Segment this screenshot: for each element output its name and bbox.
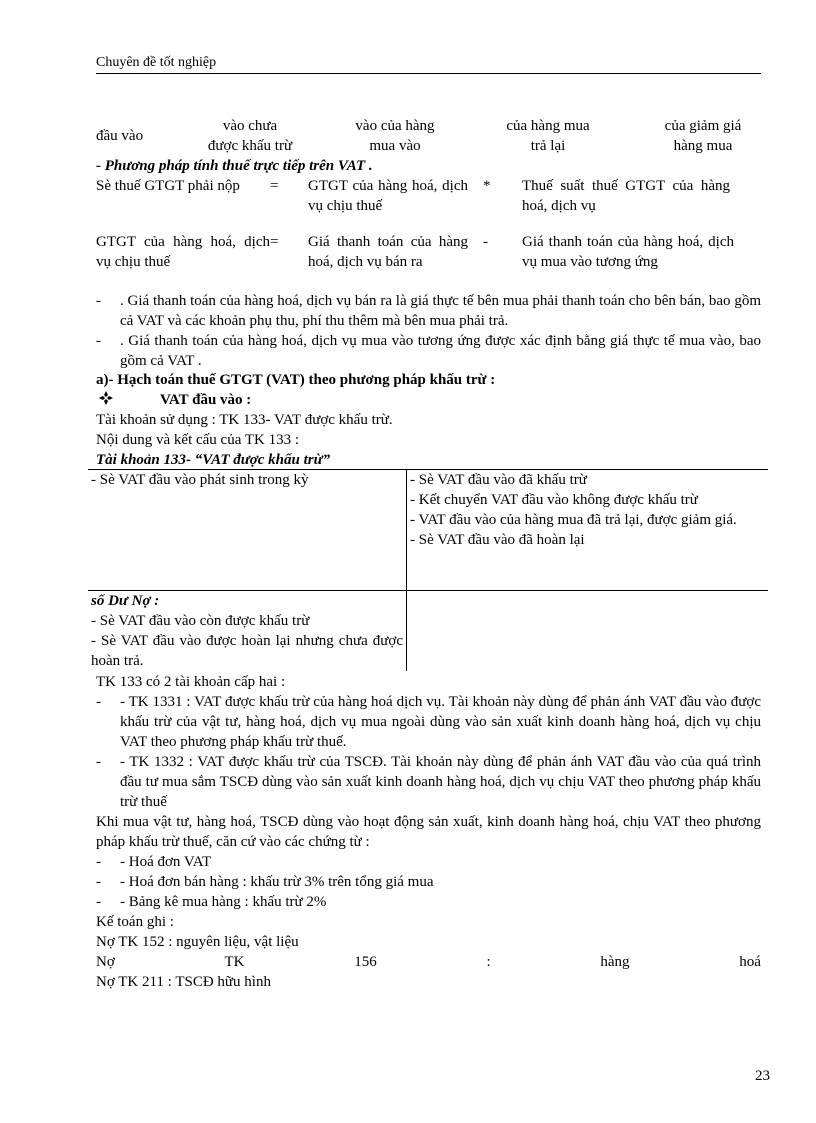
entry-156-word: 156 bbox=[354, 954, 377, 970]
top-row-col3 bbox=[340, 116, 450, 156]
formula2-left: GTGT của hàng hoá, dịch vụ chịu thuế bbox=[96, 234, 270, 270]
list-item: - - Hoá đơn VAT bbox=[96, 852, 761, 872]
document-item: - Bảng kê mua hàng : khấu trừ 2% bbox=[120, 894, 327, 910]
account-133-table bbox=[88, 469, 768, 671]
entry-156-word: Nợ bbox=[96, 954, 115, 970]
balance-heading: số Dư Nợ : bbox=[91, 593, 160, 609]
credit-item: - Kết chuyển VAT đầu vào không được khấu trừ bbox=[410, 492, 698, 508]
document-item: - Hoá đơn bán hàng : khấu trừ 3% trên tổng giá mua bbox=[120, 874, 434, 890]
entry-152: Nợ TK 152 : nguyên liệu, vật liệu bbox=[96, 934, 299, 950]
list-item: - . Giá thanh toán của hàng hoá, dịch vụ bán ra là giá thực tế bên mua phải thanh toán cho bên bán, bao gồm cả VAT và các khoản phụ thu, phí thu thêm mà bên mua phải trả. bbox=[96, 293, 761, 329]
top-row-col4 bbox=[493, 116, 603, 156]
balance-item: - Sè VAT đầu vào được hoàn lại nhưng chưa được hoàn trả. bbox=[91, 633, 403, 669]
top-row-col5-line2: hàng mua bbox=[673, 138, 733, 154]
formula1-mid: GTGT của hàng hoá, dịch vụ chịu thuế bbox=[308, 178, 468, 214]
list-item: - - TK 1331 : VAT được khấu trừ của hàng hoá dịch vụ. Tài khoản này dùng để phản ánh VAT đầu vào được khấu trừ của vật tư, hàng hoá, dịch vụ mua ngoài dùng vào sản xuất kinh doanh hàng hoá, dịch vụ chịu VAT theo phương pháp khấu trừ thuế. bbox=[96, 694, 761, 750]
top-row-col2-line1: vào chưa bbox=[222, 118, 278, 134]
debit-item: - Sè VAT đầu vào phát sinh trong kỳ bbox=[91, 472, 309, 488]
credit-item: - VAT đầu vào của hàng mua đã trả lại, được giảm giá. bbox=[410, 512, 737, 528]
entry-156-word: TK bbox=[224, 954, 245, 970]
direct-method-heading: - Phương pháp tính thuế trực tiếp trên VAT . bbox=[96, 158, 373, 174]
vat-input-heading: VAT đầu vào : bbox=[160, 392, 252, 408]
note-text: . Giá thanh toán của hàng hoá, dịch vụ mua vào tương ứng được xác định bằng giá thực tế mua vào, bao gồm cả VAT . bbox=[120, 333, 761, 369]
notes-list bbox=[96, 291, 761, 371]
credit-side-cell bbox=[407, 470, 769, 591]
formula2-right: Giá thanh toán của hàng hoá, dịch vụ mua vào tương ứng bbox=[522, 234, 734, 270]
entry-156-word: hàng bbox=[600, 954, 630, 970]
formula1-right: Thuế suất thuế GTGT của hàng hoá, dịch vụ bbox=[522, 178, 730, 214]
section-a-heading: a)- Hạch toán thuế GTGT (VAT) theo phương pháp khấu trừ : bbox=[96, 372, 496, 388]
debit-side-cell bbox=[88, 470, 407, 591]
credit-item: - Sè VAT đầu vào đã khấu trừ bbox=[410, 472, 587, 488]
list-item: - - Bảng kê mua hàng : khấu trừ 2% bbox=[96, 892, 761, 912]
top-row-col5-line1: của giảm giá bbox=[664, 118, 742, 134]
page-number: 23 bbox=[755, 1068, 770, 1084]
top-row-col3-line2: mua vào bbox=[369, 138, 421, 154]
entry-211: Nợ TK 211 : TSCĐ hữu hình bbox=[96, 974, 271, 990]
sub-account-text: - TK 1331 : VAT được khấu trừ của hàng hoá dịch vụ. Tài khoản này dùng để phản ánh VAT đầu vào được khấu trừ của vật tư, hàng hoá, dịch vụ mua ngoài dùng vào sản xuất kinh doanh hàng hoá, dịch vụ chịu VAT theo phương pháp khấu trừ thuế. bbox=[120, 694, 761, 750]
balance-item: - Sè VAT đầu vào còn được khấu trừ bbox=[91, 613, 310, 629]
sub-accounts-list bbox=[96, 692, 761, 812]
entries-intro: Kế toán ghi : bbox=[96, 914, 174, 930]
top-row-col2-line2: được khấu trừ bbox=[207, 138, 293, 154]
entry-156-word: hoá bbox=[739, 954, 761, 970]
sub-account-text: - TK 1332 : VAT được khấu trừ của TSCĐ. Tài khoản này dùng để phản ánh VAT đầu vào của quá trình đầu tư mua sắm TSCĐ dùng vào sản xuất kinh doanh hàng hoá, dịch vụ chịu VAT theo phương pháp khấu trừ thuế bbox=[120, 754, 761, 810]
formula2-op2: - bbox=[483, 234, 488, 250]
formula2-mid: Giá thanh toán của hàng hoá, dịch vụ bán ra bbox=[308, 234, 468, 270]
sub-accounts-intro: TK 133 có 2 tài khoản cấp hai : bbox=[96, 674, 286, 690]
top-row-col3-line1: vào của hàng bbox=[355, 118, 435, 134]
credit-item: - Sè VAT đầu vào đã hoàn lại bbox=[410, 532, 585, 548]
list-item: - - TK 1332 : VAT được khấu trừ của TSCĐ. Tài khoản này dùng để phản ánh VAT đầu vào của quá trình đầu tư mua sắm TSCĐ dùng vào sản xuất kinh doanh hàng hoá, dịch vụ chịu VAT theo phương pháp khấu trừ thuế bbox=[96, 754, 761, 810]
entry-156-word: : bbox=[486, 954, 491, 970]
balance-empty-cell bbox=[407, 591, 769, 672]
top-row-col4-line1: của hàng mua bbox=[506, 118, 590, 134]
document-header-title: Chuyên đề tốt nghiệp bbox=[96, 55, 217, 70]
formula1-op2: * bbox=[483, 178, 491, 194]
list-item: - - Hoá đơn bán hàng : khấu trừ 3% trên tổng giá mua bbox=[96, 872, 761, 892]
balance-cell bbox=[88, 591, 407, 672]
account-title: Tài khoản 133- “VAT được khấu trừ” bbox=[96, 452, 331, 468]
account-content: Nội dung và kết cấu của TK 133 : bbox=[96, 432, 300, 448]
top-row-col5 bbox=[648, 116, 758, 156]
diamond-bullet-icon bbox=[98, 390, 114, 412]
top-row-col4-line2: trả lại bbox=[530, 138, 566, 154]
formula1-left: Sè thuế GTGT phải nộp bbox=[96, 178, 240, 194]
header-rule bbox=[96, 73, 761, 74]
formula2-op1: = bbox=[270, 234, 279, 250]
list-item: - . Giá thanh toán của hàng hoá, dịch vụ mua vào tương ứng được xác định bằng giá thực tế mua vào, bao gồm cả VAT . bbox=[96, 333, 761, 369]
document-item: - Hoá đơn VAT bbox=[120, 854, 212, 870]
documents-list bbox=[96, 852, 761, 912]
purchase-text: Khi mua vật tư, hàng hoá, TSCĐ dùng vào hoạt động sản xuất, kinh doanh hàng hoá, chịu VAT theo phương pháp khấu trừ thuế, căn cứ vào các chứng từ : bbox=[96, 814, 761, 850]
top-row-col1: đầu vào bbox=[96, 128, 144, 144]
formula1-op1: = bbox=[270, 178, 279, 194]
top-row-col2 bbox=[200, 116, 300, 156]
entry-156 bbox=[96, 952, 761, 972]
account-used: Tài khoản sử dụng : TK 133- VAT được khấu trừ. bbox=[96, 412, 393, 428]
note-text: . Giá thanh toán của hàng hoá, dịch vụ bán ra là giá thực tế bên mua phải thanh toán cho bên bán, bao gồm cả VAT và các khoản phụ thu, phí thu thêm mà bên mua phải trả. bbox=[120, 293, 761, 329]
